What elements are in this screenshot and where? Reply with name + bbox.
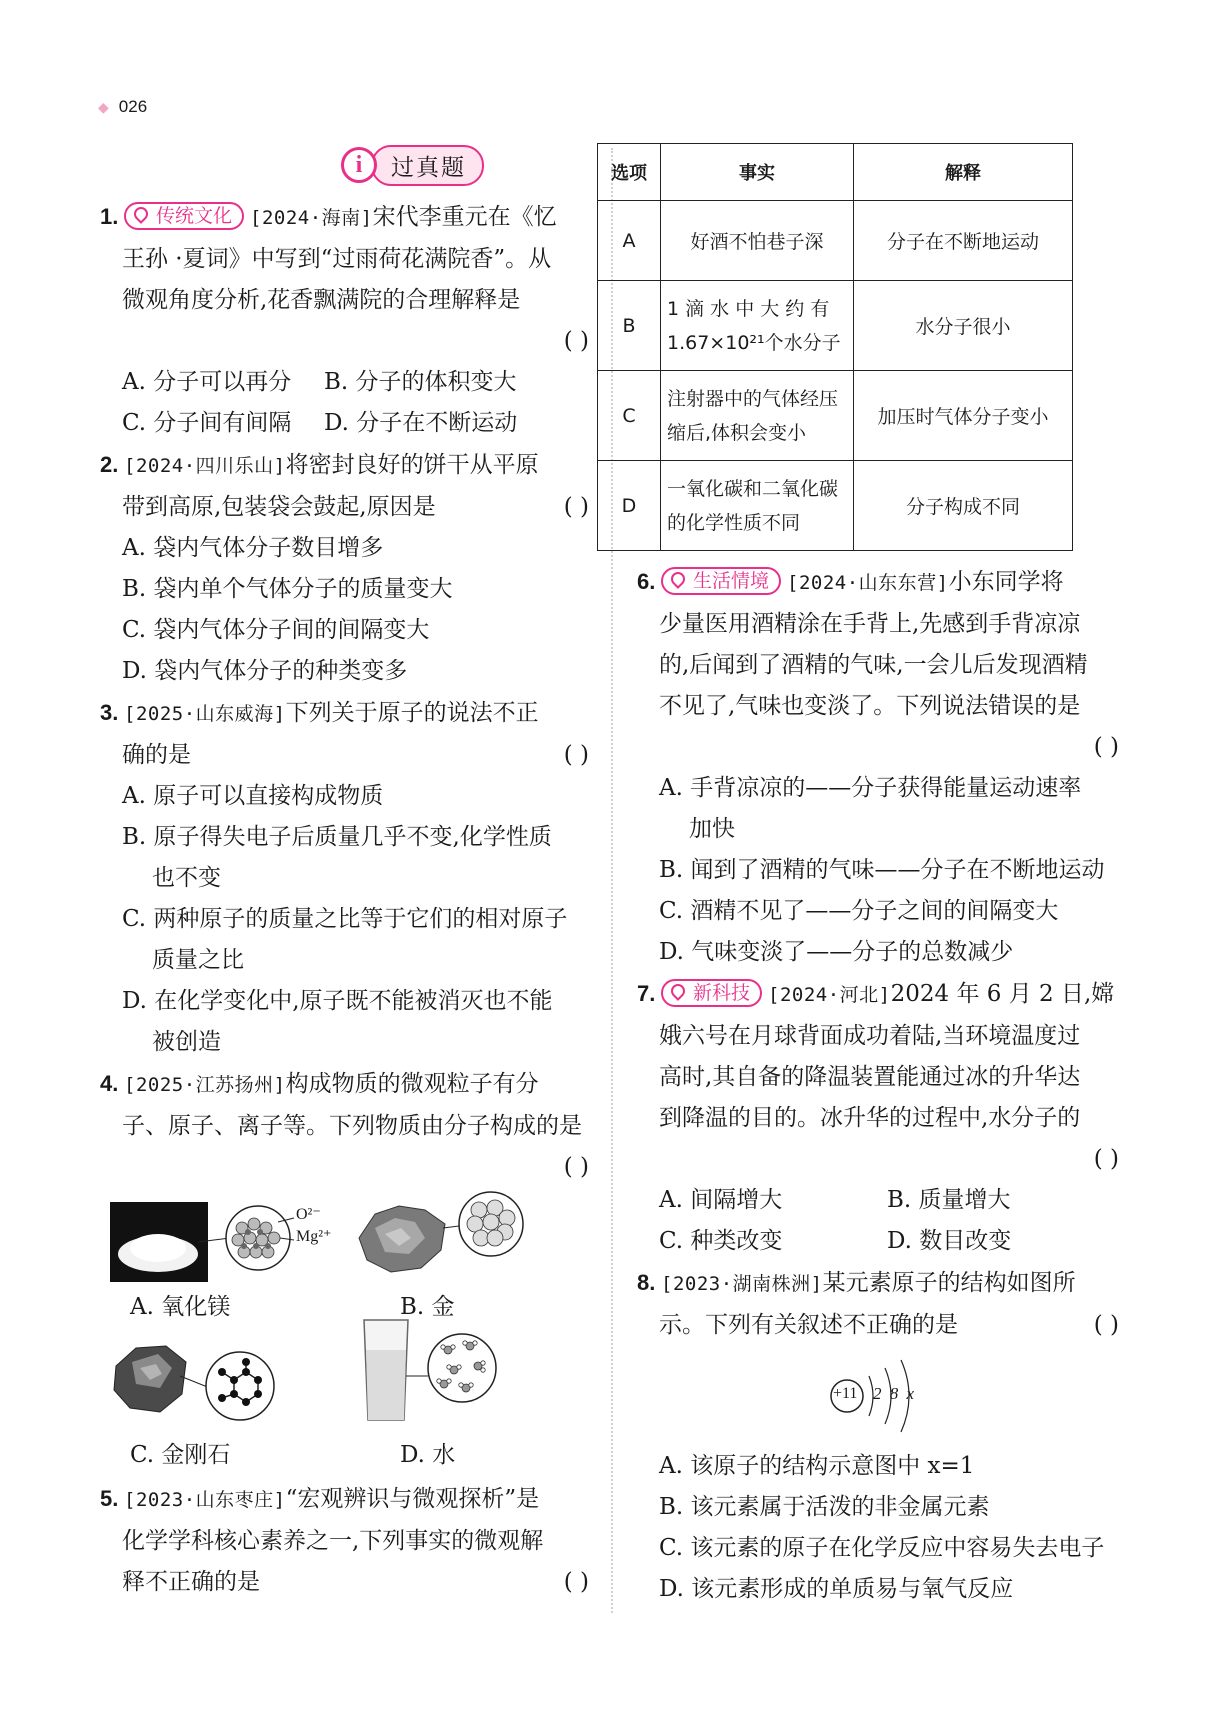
section-header <box>230 146 595 196</box>
electron-shells: 2 8 x <box>873 1384 917 1403</box>
answer-blank[interactable]: ( ) <box>563 1569 589 1595</box>
tag-badge: 传统文化 <box>124 202 244 230</box>
table-header-row: 选项 事实 解释 <box>598 144 1073 201</box>
magnesium-oxide-figure <box>110 1202 330 1292</box>
left-column <box>100 140 595 1603</box>
answer-blank[interactable]: ( ) <box>563 1154 589 1180</box>
diamond-figure <box>110 1336 310 1436</box>
question-7: 7. 新科技 [2024·河北]2024 年 6 月 2 日,嫦 娥六号在月球背面成功着陆,当环境温度过 高时,其自备的降温装置能通过冰的升华达 到降温的目的。冰升华的过程中,水分子的 ( ) A. 间隔增大 B. 质量增大 C. 种类改变 D. 数目改变 <box>637 981 1119 1254</box>
location-pin-icon <box>668 569 688 589</box>
answer-blank[interactable]: ( ) <box>1093 1146 1119 1172</box>
answer-blank[interactable]: ( ) <box>563 328 589 354</box>
table-row: D 一氧化碳和二氧化碳 的化学性质不同 分子构成不同 <box>598 461 1073 551</box>
figure-label-b: B. 金 <box>400 1294 455 1320</box>
tag-badge: 新科技 <box>661 979 762 1007</box>
q5-facts-table <box>597 143 1073 551</box>
info-icon: i <box>341 147 377 183</box>
figure-label-a: A. 氧化镁 <box>130 1294 231 1320</box>
nucleus-charge: +11 <box>833 1385 858 1402</box>
table-row: C 注射器中的气体经压 缩后,体积会变小 加压时气体分子变小 <box>598 371 1073 461</box>
right-column <box>611 143 1125 1610</box>
substance-figures <box>100 1188 595 1478</box>
water-figure <box>358 1316 528 1436</box>
diamond-icon: ◆ <box>98 99 109 115</box>
question-1: 1. 传统文化 [2024·海南]宋代李重元在《忆 王孙 ·夏词》中写到“过雨荷花满院香”。从 微观角度分析,花香飘满院的合理解释是 ( ) A. 分子可以再分 B. 分子的体积变大 C. 分子间有间隔 D. 分子在不断运动 <box>100 204 589 436</box>
figure-label-c: C. 金刚石 <box>130 1442 231 1468</box>
question-6: 6. 生活情境 [2024·山东东营]小东同学将 少量医用酒精涂在手背上,先感到手背凉凉 的,后闻到了酒精的气味,一会儿后发现酒精 不见了,气味也变淡了。下列说法错误的是 ( ) A. 手背凉凉的——分子获得能量运动速率 加快 B. 闻到了酒精的气味——分子在不断地运动 C. 酒精不见了——分子之间的间隔变大 D. 气味变淡了——分子的总数减少 <box>637 569 1119 965</box>
page-number: ◆ 026 <box>98 97 148 116</box>
question-8: 8. [2023·湖南株洲]某元素原子的结构如图所 示。下列有关叙述不正确的是 ( ) +11 2 8 x A. 该原子的结构示意图中 x=1 B. 该元素属于活泼的非金属元素 C. 该元素的原子在化学反应中容易失去电子 D. 该元素形成的单质易与氧气反应 <box>637 1262 1125 1610</box>
location-pin-icon <box>668 981 688 1001</box>
tag-badge: 生活情境 <box>661 567 781 595</box>
question-4: 4. [2025·江苏扬州]构成物质的微观粒子有分 子、原子、离子等。下列物质由分子构成的是 ( ) O²⁻ Mg²⁺ A. 氧化镁 B. 金 C. 金刚石 D. 水 <box>100 1063 595 1478</box>
section-title: 过真题 <box>371 145 484 186</box>
question-2: 2. [2024·四川乐山]将密封良好的饼干从平原 带到高原,包装袋会鼓起,原因是 ( ) A. 袋内气体分子数目增多 B. 袋内单个气体分子的质量变大 C. 袋内气体分子间的间隔变大 D. 袋内气体分子的种类变多 <box>100 452 589 684</box>
figure-label-d: D. 水 <box>400 1442 456 1468</box>
oxide-ion-label: O²⁻ <box>296 1206 321 1223</box>
gold-figure <box>355 1188 535 1288</box>
answer-blank[interactable]: ( ) <box>563 742 589 768</box>
question-5: 5. [2023·山东枣庄]“宏观辨识与微观探析”是 化学学科核心素养之一,下列事实的微观解 释不正确的是 ( ) <box>100 1478 595 1603</box>
answer-blank[interactable]: ( ) <box>1093 1312 1119 1338</box>
answer-blank[interactable]: ( ) <box>563 494 589 520</box>
location-pin-icon <box>131 204 151 224</box>
atomic-structure-diagram <box>637 1346 1125 1446</box>
question-3: 3. [2025·山东威海]下列关于原子的说法不正 确的是 ( ) A. 原子可以直接构成物质 B. 原子得失电子后质量几乎不变,化学性质 也不变 C. 两种原子的质量之比等于它们的相对原子 质量之比 D. 在化学变化中,原子既不能被消灭也不能 被创造 <box>100 700 589 1055</box>
answer-blank[interactable]: ( ) <box>1093 734 1119 760</box>
table-row: A 好酒不怕巷子深 分子在不断地运动 <box>598 201 1073 281</box>
table-row: B 1 滴 水 中 大 约 有 1.67×10²¹个水分子 水分子很小 <box>598 281 1073 371</box>
magnesium-ion-label: Mg²⁺ <box>296 1228 332 1245</box>
